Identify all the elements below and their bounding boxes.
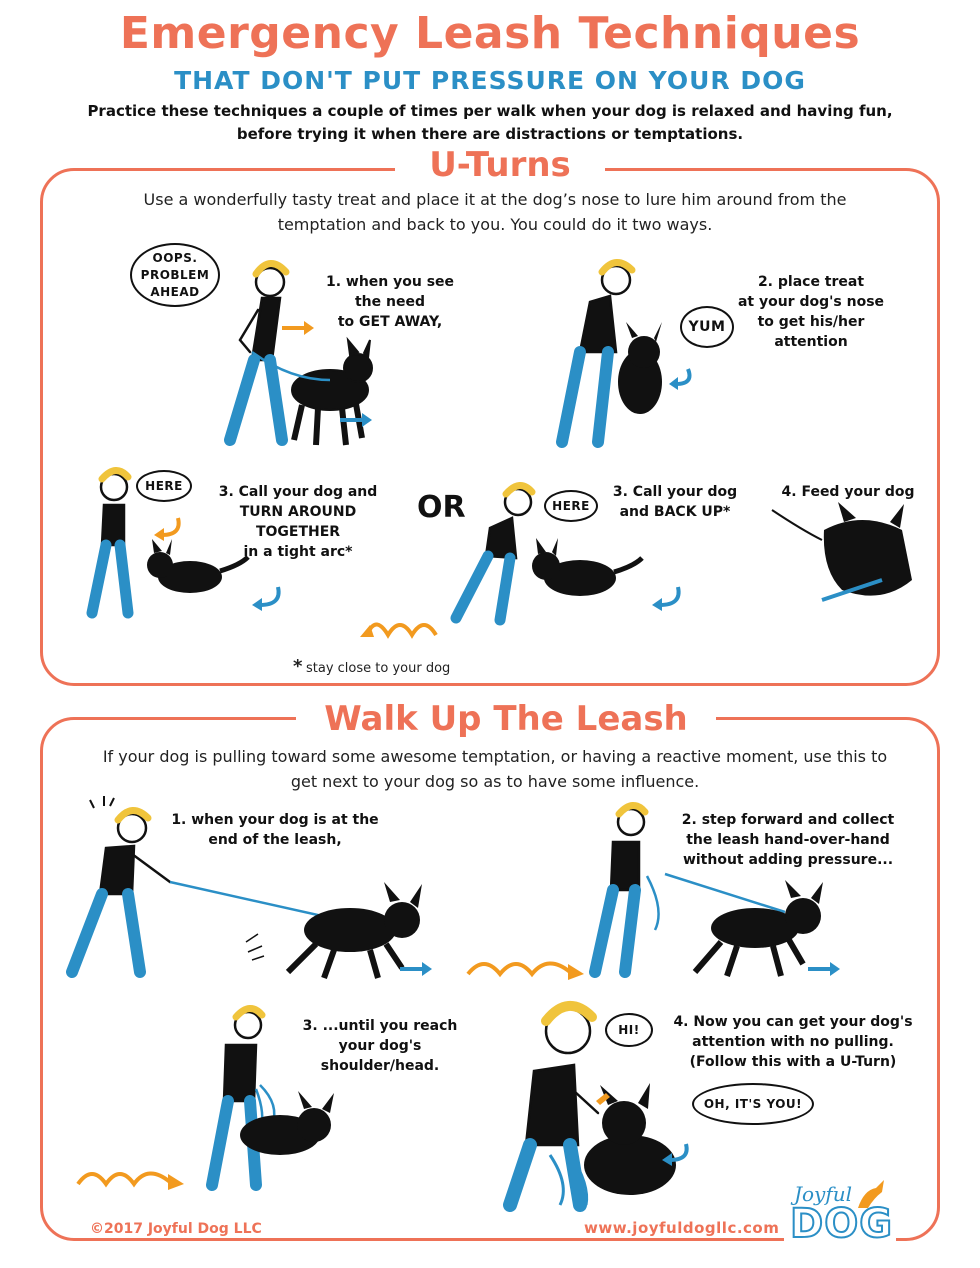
uturn-step-4-text: 4. Feed your dog [781,484,915,500]
joyful-dog-logo [784,1178,896,1248]
walkup-step-4-text: 4. Now you can get your dog's attention with no pulling. (Follow this with a U-Turn) [673,1014,913,1070]
curved-arrow-blue-icon [650,585,684,611]
bounce-arrow-orange-icon [466,952,586,980]
walkup-description: If your dog is pulling toward some awesome temptation, or having a reactive moment, use this to get next to your dog so as to have some influence. [102,747,888,791]
copyright-text: ©2017 Joyful Dog LLC [84,1221,268,1237]
logo-word-dog: DOG [790,1201,894,1247]
curved-arrow-blue-icon [668,366,696,390]
uturn-step-3a-text: 3. Call your dog and TURN AROUND TOGETHER in a tight arc* [218,484,378,560]
arrow-right-blue-icon [338,412,374,428]
walkup-step-3-text: 3. ...until you reach your dog's shoulder/head. [302,1018,458,1074]
speech-bubble-hi: HI! [605,1013,653,1047]
curved-arrow-orange-icon [152,515,184,541]
bounce-arrow-orange-icon [358,615,438,639]
or-divider-text: OR [417,490,466,525]
walkup-step-2-text: 2. step forward and collect the leash hand-over-hand without adding pressure... [681,812,895,868]
curved-arrow-blue-icon [250,585,284,611]
website-link[interactable]: www.joyfuldogllc.com [578,1219,785,1237]
walkup-title: Walk Up The Leash [296,696,716,742]
speech-bubble-here-1: HERE [136,470,192,502]
walkup-step-1-text: 1. when your dog is at the end of the leash, [171,812,379,848]
logo-word-joyful: Joyful [794,1182,853,1206]
speech-bubble-yum: YUM [680,306,734,348]
uturns-title: U-Turns [395,143,605,187]
arrow-right-orange-icon [280,320,316,336]
intro-text: Practice these techniques a couple of times per walk when your dog is relaxed and having fun, before trying it when there are distractions or temptations. [87,102,893,143]
person-figure [230,263,286,440]
speech-bubble-oops: OOPS. PROBLEM AHEAD [130,243,220,307]
uturn-scene-2-illustration [540,252,690,452]
curved-arrow-blue-icon [660,1142,692,1166]
footnote-mark: * [293,656,303,677]
speech-bubble-here-2: HERE [544,490,598,522]
uturns-description: Use a wonderfully tasty treat and place it at the dog’s nose to lure him around from the temptation and back to you. You could do it two ways. [143,190,847,234]
page-title: Emergency Leash Techniques [119,8,861,59]
page-subtitle: THAT DON'T PUT PRESSURE ON YOUR DOG [174,66,806,95]
uturn-step-3b-text: 3. Call your dog and BACK UP* [612,484,738,520]
footnote-text: stay close to your dog [306,661,451,676]
dog-figure [292,340,372,445]
arrow-right-blue-icon [398,961,434,977]
arrow-right-blue-icon [806,961,842,977]
uturn-step-1-text: 1. when you see the need to GET AWAY, [325,274,455,330]
uturn-step-2-text: 2. place treat at your dog's nose to get his/her attention [737,274,885,350]
bounce-arrow-orange-icon [76,1162,186,1190]
uturn-scene-4-illustration [772,500,922,615]
speech-bubble-oh-its-you: OH, IT'S YOU! [692,1083,814,1125]
